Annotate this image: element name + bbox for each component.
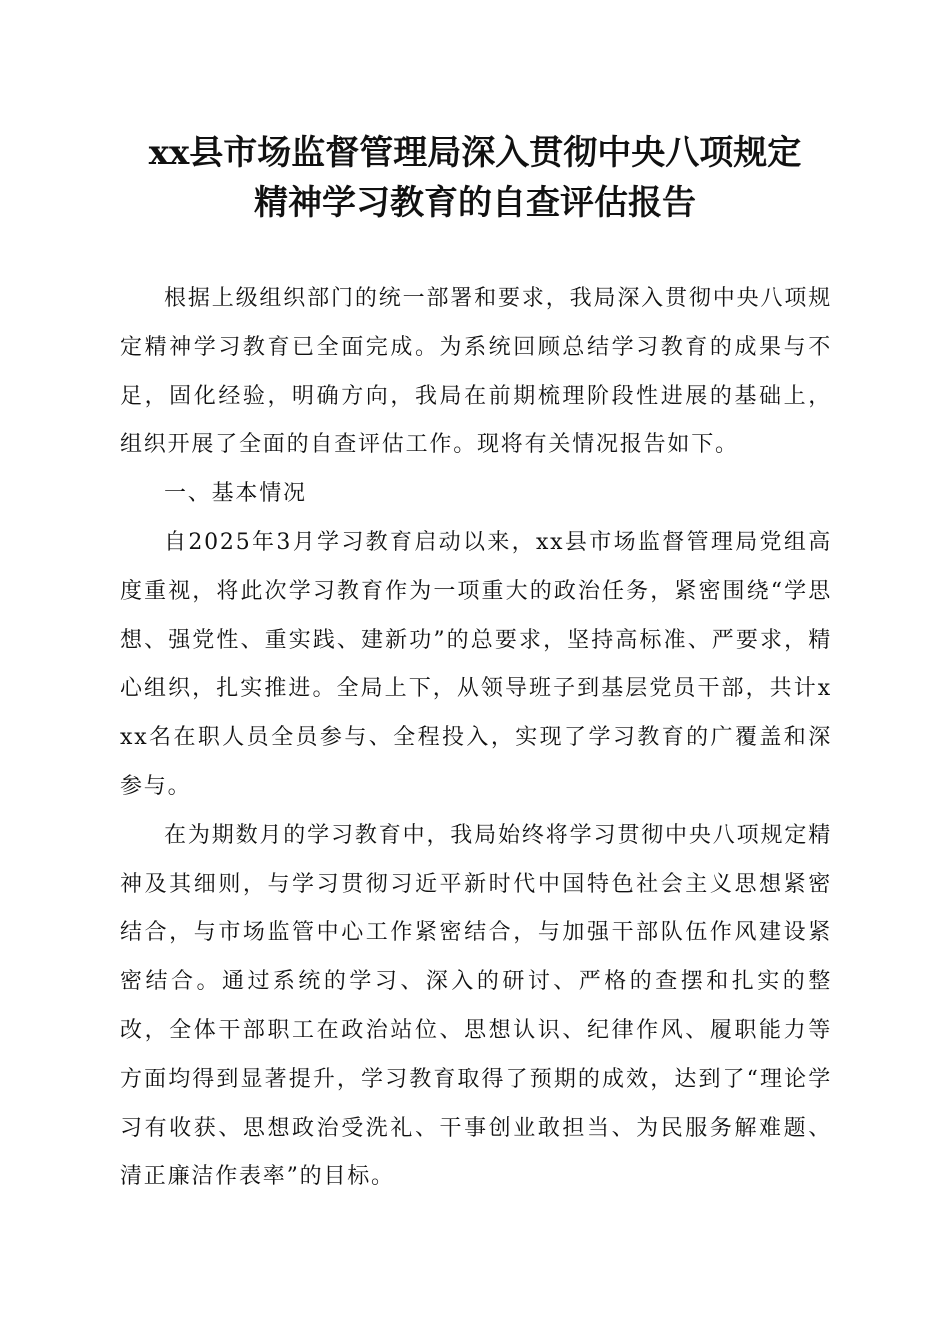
document-title xyxy=(100,128,850,228)
section1-paragraph-2: 在为期数月的学习教育中，我局始终将学习贯彻中央八项规定精神及其细则，与学习贯彻习近平新时代中国特色社会主义思想紧密结合，与市场监管中心工作紧密结合，与加强干部队伍作风建设紧密结合。通过系统的学习、深入的研讨、严格的查摆和扎实的整改，全体干部职工在政治站位、思想认识、纪律作风、履职能力等方面均得到显著提升，学习教育取得了预期的成效，达到了“理论学习有收获、思想政治受洗礼、干事创业敢担当、为民服务解难题、清正廉洁作表率”的目标。 xyxy=(120,822,832,1190)
title-line-1: xx县市场监督管理局深入贯彻中央八项规定 xyxy=(148,133,802,173)
intro-paragraph: 根据上级组织部门的统一部署和要求，我局深入贯彻中央八项规定精神学习教育已全面完成。为系统回顾总结学习教育的成果与不足，固化经验，明确方向，我局在前期梳理阶段性进展的基础上，组织开展了全面的自查评估工作。现将有关情况报告如下。 xyxy=(120,286,832,458)
section-heading-basic-situation: 一、基本情况 xyxy=(164,481,307,507)
document-body xyxy=(120,275,832,1202)
section1-paragraph-1: 自2025年3月学习教育启动以来，xx县市场监督管理局党组高度重视，将此次学习教育作为一项重大的政治任务，紧密围绕“学思想、强党性、重实践、建新功”的总要求，坚持高标准、严要求，精心组织，扎实推进。全局上下，从领导班子到基层党员干部，共计xxx名在职人员全员参与、全程投入，实现了学习教育的广覆盖和深参与。 xyxy=(120,529,832,799)
title-line-2: 精神学习教育的自查评估报告 xyxy=(254,183,696,223)
